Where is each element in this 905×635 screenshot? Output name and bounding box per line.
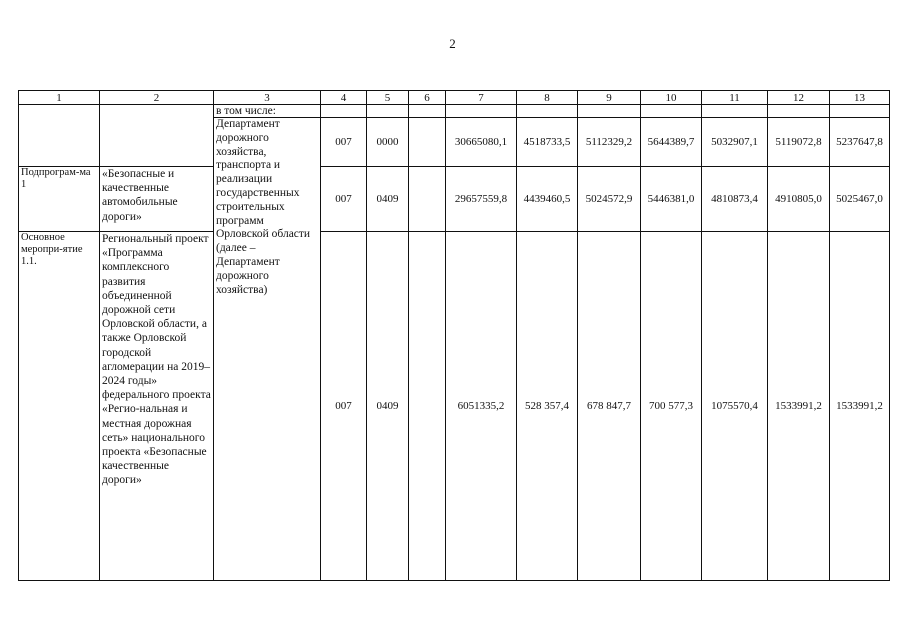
intro-label: в том числе: [214,105,321,118]
value-cell: 700 577,3 [641,232,702,581]
value-cell: 5644389,7 [641,118,702,167]
value-cell: 5112329,2 [578,118,641,167]
empty-cell [367,105,409,118]
value-cell: 4518733,5 [517,118,578,167]
header-cell: 12 [768,91,830,105]
value-cell: 0409 [367,232,409,581]
header-row [19,91,890,105]
header-cell: 1 [19,91,100,105]
value-cell: 5119072,8 [768,118,830,167]
empty-cell [409,105,446,118]
empty-cell [830,105,890,118]
department-name: Департамент дорожного хозяйства, транспорта и реализации государственных строительных программ Орловской области (далее – Департамент дорожного хозяйства) [214,118,321,581]
value-cell: 528 357,4 [517,232,578,581]
empty-cell [446,105,517,118]
empty-cell [517,105,578,118]
value-cell: 1075570,4 [702,232,768,581]
value-cell: 5237647,8 [830,118,890,167]
subprogram-name: «Безопасные и качественные автомобильные дороги» [100,167,214,232]
header-cell: 8 [517,91,578,105]
value-cell: 5024572,9 [578,167,641,232]
value-cell: 1533991,2 [830,232,890,581]
value-cell: 0409 [367,167,409,232]
header-cell: 13 [830,91,890,105]
empty-cell [702,105,768,118]
value-cell: 678 847,7 [578,232,641,581]
header-cell: 6 [409,91,446,105]
value-cell: 5025467,0 [830,167,890,232]
table-row [19,167,890,232]
value-cell: 0000 [367,118,409,167]
value-cell: 6051335,2 [446,232,517,581]
empty-cell [641,105,702,118]
value-cell: 4439460,5 [517,167,578,232]
value-cell [409,118,446,167]
empty-cell [578,105,641,118]
value-cell: 007 [321,167,367,232]
value-cell: 007 [321,232,367,581]
value-cell: 4910805,0 [768,167,830,232]
header-cell: 7 [446,91,517,105]
empty-cell [321,105,367,118]
header-cell: 3 [214,91,321,105]
value-cell [409,232,446,581]
header-cell: 5 [367,91,409,105]
header-cell: 9 [578,91,641,105]
value-cell: 5446381,0 [641,167,702,232]
empty-cell [768,105,830,118]
value-cell: 29657559,8 [446,167,517,232]
subprogram-label: Подпрограм-ма 1 [19,167,100,232]
value-cell: 5032907,1 [702,118,768,167]
main-activity-label: Основное меропри-ятие 1.1. [19,232,100,581]
header-cell: 11 [702,91,768,105]
value-cell [409,167,446,232]
value-cell: 4810873,4 [702,167,768,232]
value-cell: 30665080,1 [446,118,517,167]
table-row [19,232,890,581]
page-number: 2 [449,36,456,51]
header-cell: 4 [321,91,367,105]
header-cell: 10 [641,91,702,105]
value-cell: 007 [321,118,367,167]
main-activity-name: Региональный проект «Программа комплексного развития объединенной дорожной сети Орловской области, а также Орловской городской агломерации на 2019–2024 годы» федерального проекта «Регио-нальная и местная дорожная сеть» национального проекта «Безопасные качественные дороги» [100,232,214,581]
budget-table [18,90,890,581]
empty-cell [100,105,214,167]
table-row [19,105,890,118]
empty-cell [19,105,100,167]
value-cell: 1533991,2 [768,232,830,581]
header-cell: 2 [100,91,214,105]
